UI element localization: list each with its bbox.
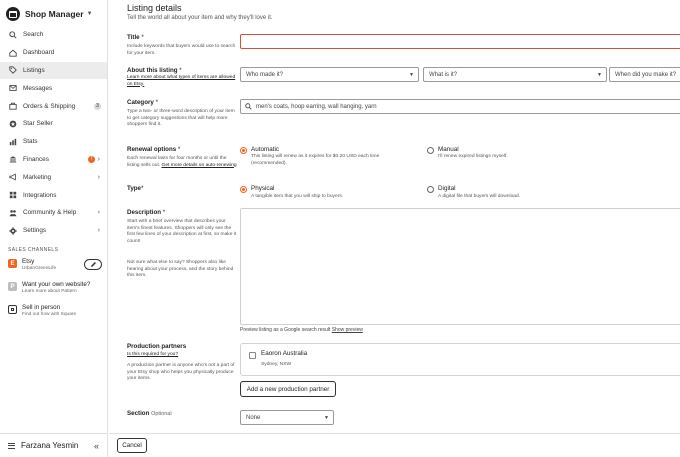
user-name: Farzana Yesmin [21, 441, 79, 450]
about-label [127, 67, 182, 74]
partner-name: Eaoron Australia [261, 350, 308, 357]
chevron-down-icon: ▼ [324, 414, 329, 421]
google-preview-line [240, 327, 363, 333]
nav-item-search[interactable] [0, 26, 107, 44]
what-is-it-select[interactable] [423, 67, 607, 82]
title-help: Include keywords that buyers would use to search for your item. [127, 44, 236, 56]
square-logo-icon [8, 305, 17, 314]
nav-item-listings[interactable] [0, 62, 107, 80]
nav-item-finances[interactable] [0, 151, 107, 169]
when-made-value: When did you make it? [615, 71, 677, 78]
type-digital-radio[interactable] [427, 186, 434, 193]
user-bar [0, 433, 108, 457]
nav-label: Orders & Shipping [23, 102, 76, 110]
marketing-icon [8, 173, 17, 182]
channel-website[interactable] [8, 281, 104, 294]
renewal-automatic-radio[interactable] [240, 147, 247, 154]
channel-subtitle: UrbanGreenLife [22, 266, 57, 271]
sales-channels-heading: SALES CHANNELS [8, 247, 59, 253]
type-physical-label: Physical [251, 185, 275, 192]
dashboard-icon [8, 48, 17, 57]
production-required-link[interactable] [127, 352, 239, 359]
about-label-text: About this listing [127, 67, 178, 74]
nav-label: Marketing [23, 173, 52, 181]
integrations-icon [8, 191, 17, 200]
type-label-text: Type [127, 185, 141, 192]
type-physical-desc: A tangible item that you will ship to buyers. [251, 194, 344, 199]
nav-label: Listings [23, 66, 45, 74]
category-label-text: Category [127, 99, 154, 106]
community-icon [8, 208, 17, 217]
title-input[interactable] [240, 34, 680, 49]
nav-label: Stats [23, 138, 38, 146]
type-physical-radio[interactable] [240, 186, 247, 193]
category-search-input[interactable] [240, 99, 680, 114]
show-preview-link[interactable]: Show preview [331, 327, 363, 333]
gear-icon [8, 226, 17, 235]
pattern-logo-icon: P [8, 282, 17, 291]
sidebar [0, 0, 108, 457]
sidebar-nav [0, 26, 107, 240]
form-footer [109, 433, 680, 457]
description-label-text: Description [127, 209, 162, 216]
title-label-text: Title [127, 34, 140, 41]
nav-item-star-seller[interactable] [0, 115, 107, 133]
required-marker: * [140, 185, 144, 192]
channel-title: Want your own website? [22, 281, 91, 288]
renewal-manual-desc: I'll renew expired listings myself. [438, 154, 508, 159]
nav-label: Integrations [23, 191, 57, 199]
listing-form [109, 0, 680, 433]
section-value: None [246, 414, 261, 421]
nav-item-dashboard[interactable] [0, 44, 107, 62]
chevron-right-icon: › [97, 209, 100, 217]
allowed-items-link[interactable]: Learn more about what types of items are allowed on Etsy. [127, 75, 236, 87]
channel-title: Etsy [22, 258, 35, 265]
required-marker: * [162, 209, 166, 216]
star-icon [8, 119, 17, 128]
partner-checkbox[interactable] [249, 352, 256, 359]
required-marker: * [141, 34, 144, 41]
who-made-select[interactable] [240, 67, 419, 82]
what-is-it-value: What is it? [429, 71, 458, 78]
collapse-sidebar-icon[interactable]: « [94, 440, 100, 451]
preview-text: Preview listing as a Google search result [240, 327, 331, 333]
nav-item-marketing[interactable] [0, 168, 107, 186]
who-made-value: Who made it? [246, 71, 284, 78]
category-label [127, 99, 158, 106]
edit-channel-button[interactable] [84, 259, 102, 270]
description-help-extra: Not sure what else to say? Shoppers also like hearing about your process, and the story behind this item. [127, 260, 234, 278]
nav-item-messages[interactable] [0, 79, 107, 97]
renewal-automatic-desc: This listing will renew as it expires for $0.20 USD each time (recommended). [251, 154, 380, 166]
listings-icon [8, 66, 17, 75]
renewal-manual-label: Manual [438, 146, 459, 153]
nav-label: Search [23, 31, 44, 39]
page-subtitle: Tell the world all about your item and why they'll love it. [127, 15, 273, 21]
renewal-help [127, 156, 239, 169]
nav-label: Community & Help [23, 209, 77, 217]
nav-item-stats[interactable] [0, 133, 107, 151]
chevron-right-icon: › [97, 155, 100, 163]
production-partners-label: Production partners [127, 343, 187, 350]
production-help: A production partner is anyone who's not a part of your Etsy shop who helps you physically produce your items. [127, 363, 235, 381]
title-label [127, 34, 144, 41]
about-help-link[interactable] [127, 75, 239, 88]
add-production-partner-button[interactable]: Add a new production partner [240, 381, 336, 397]
chevron-right-icon: › [97, 227, 100, 235]
when-made-select[interactable] [609, 67, 680, 82]
renewal-label-text: Renewal options [127, 146, 177, 153]
description-help: Start with a brief overview that describes your item's finest features. Shoppers will only see the first few lines of your description at first, so make it count! [127, 219, 237, 244]
channel-title: Sell in person [22, 304, 61, 311]
nav-label: Dashboard [23, 49, 55, 57]
category-help: Type a two- or three-word description of your item to get category suggestions that will help more shoppers find it. [127, 109, 235, 127]
search-icon [8, 30, 17, 39]
search-icon [245, 103, 252, 110]
chevron-down-icon: ▼ [409, 71, 414, 78]
required-marker: * [155, 99, 158, 106]
orders-count-badge: 3 [94, 103, 101, 110]
pencil-icon [90, 261, 97, 268]
nav-label: Finances [23, 155, 49, 163]
nav-label: Messages [23, 84, 53, 92]
channel-subtitle: Find out how with Square [22, 312, 77, 317]
shop-manager-title: Shop Manager [25, 9, 84, 19]
nav-label: Star Seller [23, 120, 53, 128]
description-label [127, 209, 165, 216]
partner-location: Sydney, NSW [261, 362, 292, 367]
chevron-right-icon: › [97, 173, 100, 181]
finances-icon [8, 155, 17, 164]
finances-alert-badge: ! [88, 156, 95, 163]
nav-item-settings[interactable] [0, 222, 107, 240]
auto-renew-details-link[interactable]: Get more details on auto-renewing [161, 162, 237, 168]
section-label-text: Section [127, 410, 150, 417]
renewal-help-text: Each renewal lasts for four months or until the listing sells out. [127, 156, 227, 168]
renewal-manual-radio[interactable] [427, 147, 434, 154]
menu-icon[interactable] [8, 443, 15, 449]
messages-icon [8, 84, 17, 93]
chevron-down-icon: ▼ [86, 11, 93, 17]
nav-item-integrations[interactable] [0, 186, 107, 204]
category-placeholder: men's coats, hoop earring, wall hanging, yarn [256, 103, 377, 110]
chevron-down-icon: ▼ [597, 71, 602, 78]
stats-icon [8, 137, 17, 146]
type-digital-desc: A digital file that buyers will download. [438, 194, 521, 199]
section-select[interactable] [240, 410, 334, 425]
production-partner-card[interactable] [240, 343, 680, 376]
nav-item-orders[interactable] [0, 97, 107, 115]
optional-marker: Optional [151, 411, 172, 417]
nav-label: Settings [23, 227, 47, 235]
shop-logo-icon [6, 7, 20, 21]
shop-manager-menu[interactable] [6, 6, 93, 22]
etsy-logo-icon: E [8, 259, 17, 268]
channel-subtitle: Learn more about Pattern [22, 289, 77, 294]
required-marker: * [177, 146, 181, 153]
is-this-required-link[interactable]: Is this required for you? [127, 352, 179, 357]
channel-in-person[interactable] [8, 304, 104, 317]
nav-item-community-help[interactable] [0, 204, 107, 222]
description-textarea[interactable] [240, 208, 680, 325]
type-label [127, 185, 143, 192]
required-marker: * [179, 67, 182, 74]
cancel-button[interactable]: Cancel [117, 438, 147, 453]
section-label [127, 410, 172, 417]
orders-icon [8, 102, 17, 111]
renewal-automatic-label: Automatic [251, 146, 279, 153]
type-digital-label: Digital [438, 185, 456, 192]
renewal-label [127, 146, 180, 153]
page-title: Listing details [127, 3, 182, 13]
